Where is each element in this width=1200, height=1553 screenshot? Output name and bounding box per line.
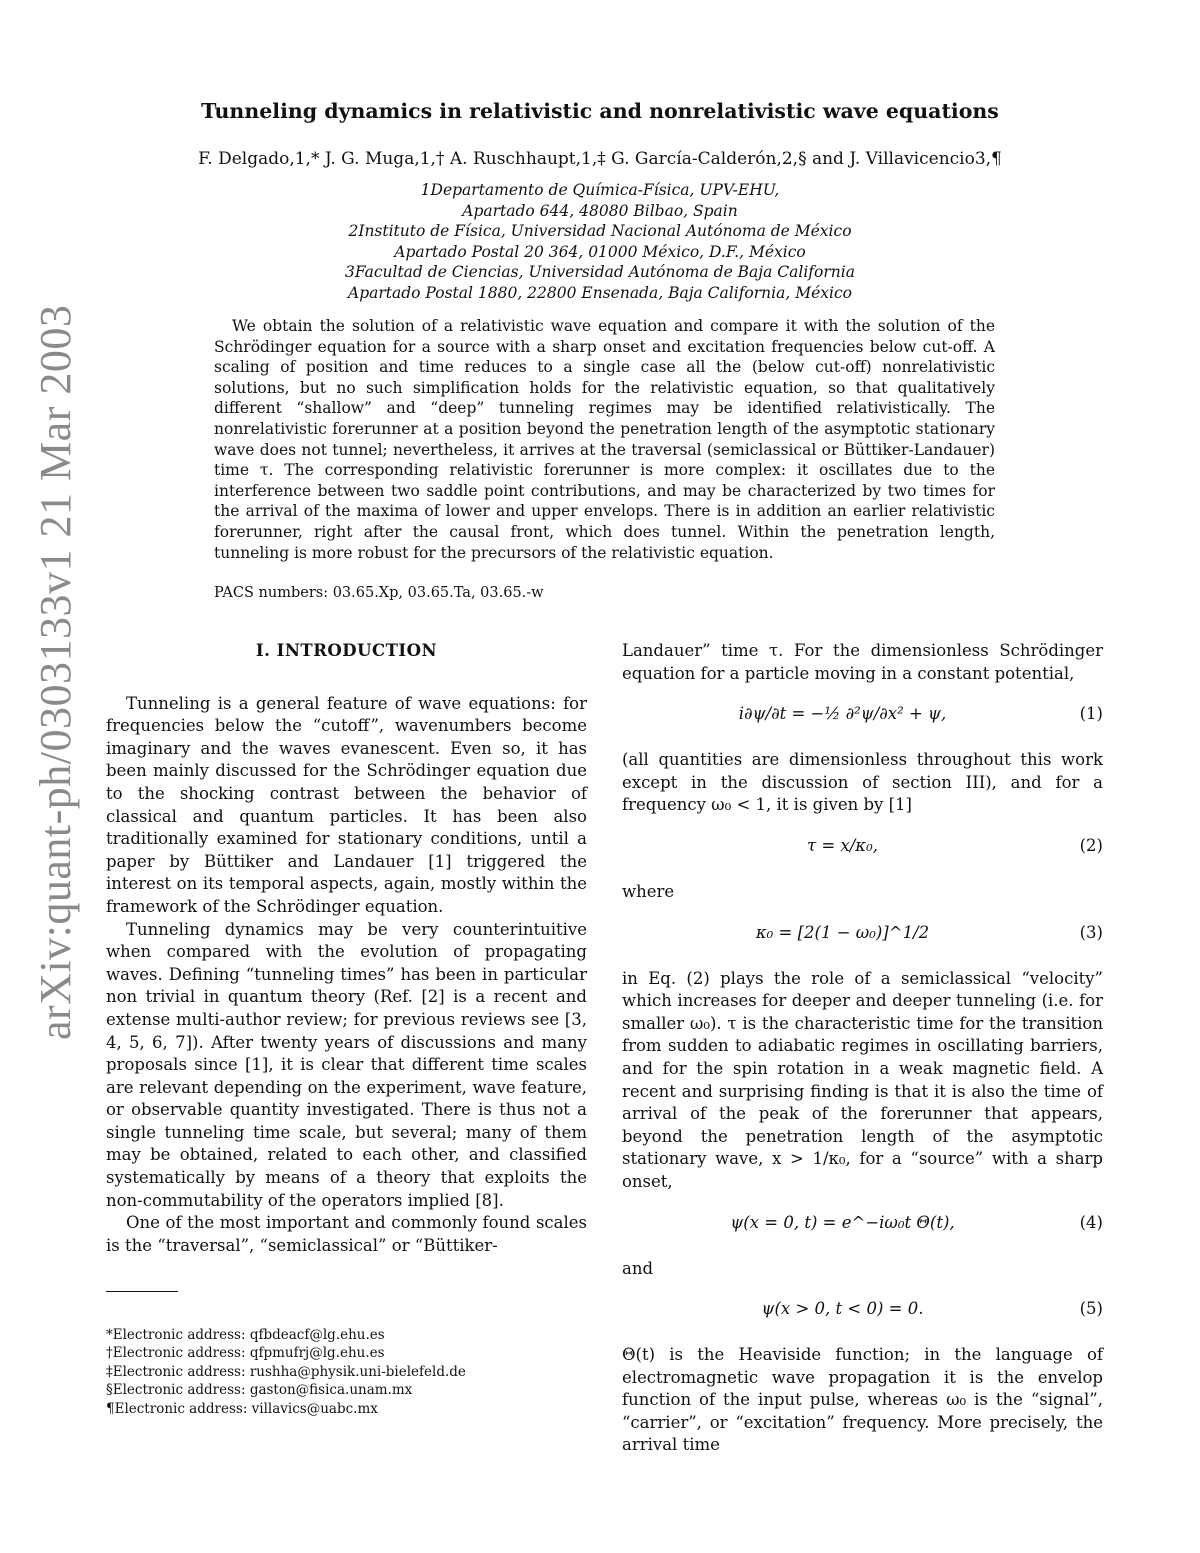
footnotes: [106, 1326, 606, 1418]
equation-expression: i∂ψ/∂t = −½ ∂²ψ/∂x² + ψ,: [738, 704, 947, 724]
affiliation-line: 2Instituto de Física, Universidad Nacional Autónoma de México: [348, 222, 852, 241]
equation-expression: τ = x/κ₀,: [807, 835, 878, 855]
pacs-numbers: PACS numbers: 03.65.Xp, 03.65.Ta, 03.65.-w: [214, 585, 544, 601]
affiliation-line: Apartado Postal 1880, 22800 Ensenada, Baja California, México: [348, 283, 852, 302]
equation-4: [622, 1212, 1103, 1240]
equation-3: [622, 922, 1103, 950]
equation-number: (5): [1079, 1299, 1103, 1319]
affiliation-line: 1Departamento de Química-Física, UPV-EHU,: [420, 181, 780, 199]
author-list: F. Delgado,1,* J. G. Muga,1,† A. Ruschhaupt,1,‡ G. García-Calderón,2,§ and J. Villavicencio3,¶: [198, 149, 1002, 169]
footnote: †Electronic address: qfpmufrj@lg.ehu.es: [106, 1345, 385, 1362]
paper-title: Tunneling dynamics in relativistic and nonrelativistic wave equations: [201, 99, 999, 123]
affiliation-line: Apartado Postal 20 364, 01000 México, D.F., México: [394, 242, 806, 261]
equation-number: (4): [1079, 1212, 1103, 1232]
paragraph: and: [622, 1258, 654, 1278]
arxiv-identifier: arXiv:quant-ph/0303133v1 21 Mar 2003: [31, 304, 80, 1040]
equation-number: (2): [1079, 835, 1103, 855]
section-heading: I. INTRODUCTION: [255, 641, 438, 660]
footnote: ‡Electronic address: rushha@physik.uni-bielefeld.de: [106, 1363, 466, 1380]
equation-expression: ψ(x = 0, t) = e^−iω₀t Θ(t),: [730, 1212, 955, 1232]
left-column: [106, 640, 587, 1257]
footnote: ¶Electronic address: villavics@uabc.mx: [106, 1400, 378, 1417]
affiliation-line: 3Facultad de Ciencias, Universidad Autónoma de Baja California: [345, 263, 855, 282]
paragraph: (all quantities are dimensionless throughout this work except in the discussion of section III), and for a frequency ω₀ < 1, it is given by [1]: [622, 750, 1103, 815]
paragraph: Θ(t) is the Heaviside function; in the language of electromagnetic wave propagation it is the envelop function of the input pulse, whereas ω₀ is the “signal”, “carrier”, or “excitation” frequency. More precisely, the arrival time: [622, 1345, 1103, 1455]
equation-1: [622, 703, 1103, 731]
paragraph: in Eq. (2) plays the role of a semiclassical “velocity” which increases for deeper and deeper tunneling (i.e. for smaller ω₀). τ is the characteristic time for the transition from sudden to adiabatic regimes in oscillating barriers, and for the spin rotation in a weak magnetic field. A recent and surprising finding is that it is also the time of arrival of the peak of the forerunner that appears, beyond the penetration length of the asymptotic stationary wave, x > 1/κ₀, for a “source” with a sharp onset,: [622, 968, 1103, 1191]
equation-number: (3): [1079, 922, 1103, 942]
paragraph: One of the most important and commonly found scales is the “traversal”, “semiclassical” or “Büttiker-: [106, 1213, 587, 1255]
paragraph: Landauer” time τ. For the dimensionless Schrödinger equation for a particle moving in a constant potential,: [622, 641, 1103, 683]
equation-2: [622, 835, 1103, 863]
affiliations: [0, 180, 1200, 304]
paragraph: Tunneling is a general feature of wave equations: for frequencies below the “cutoff”, wavenumbers become imaginary and the waves evanescent. Even so, it has been mainly discussed for the Schrödinger equation due to the shocking contrast between the behavior of classical and quantum particles. It has been also traditionally examined for stationary conditions, until a paper by Büttiker and Landauer [1] triggered the interest on its temporal aspects, again, mostly within the framework of the Schrödinger equation.: [106, 693, 587, 916]
equation-number: (1): [1079, 704, 1103, 724]
footnote-divider: [106, 1291, 178, 1292]
footnote: §Electronic address: gaston@fisica.unam.mx: [106, 1382, 413, 1399]
paragraph: where: [622, 881, 675, 901]
right-column: [622, 640, 1103, 1457]
equation-expression: ψ(x > 0, t < 0) = 0.: [761, 1299, 924, 1319]
footnote: *Electronic address: qfbdeacf@lg.ehu.es: [106, 1327, 385, 1343]
affiliation-line: Apartado 644, 48080 Bilbao, Spain: [462, 201, 738, 220]
equation-expression: κ₀ = [2(1 − ω₀)]^1/2: [755, 922, 930, 942]
equation-5: [622, 1298, 1103, 1326]
paragraph: Tunneling dynamics may be very counterintuitive when compared with the evolution of propagating waves. Defining “tunneling times” has been in particular non trivial in quantum theory (Ref. [2] is a recent and extense multi-author review; for previous reviews see [3, 4, 5, 6, 7]). After twenty years of discussions and many proposals since [1], it is clear that different time scales are relevant depending on the experiment, wave feature, or observable quantity investigated. There is thus not a single tunneling time scale, but several; many of them may be obtained, related to each other, and classified systematically by means of a theory that exploits the non-commutability of the operators implied [8].: [106, 919, 587, 1210]
abstract: We obtain the solution of a relativistic wave equation and compare it with the solution of the Schrödinger equation for a source with a sharp onset and excitation frequencies below cut-off. A scaling of position and time reduces to a single case all the (below cut-off) nonrelativistic solutions, but no such simplification holds for the relativistic equation, so that qualitatively different “shallow” and “deep” tunneling regimes may be identified relativistically. The nonrelativistic forerunner at a position beyond the penetration length of the asymptotic stationary wave does not tunnel; nevertheless, it arrives at the traversal (semiclassical or Büttiker-Landauer) time τ. The corresponding relativistic forerunner is more complex: it oscillates due to the interference between two saddle point contributions, and may be characterized by two times for the arrival of the maxima of lower and upper envelops. There is in addition an earlier relativistic forerunner, right after the causal front, which does tunnel. Within the penetration length, tunneling is more robust for the precursors of the relativistic equation.: [214, 317, 995, 562]
